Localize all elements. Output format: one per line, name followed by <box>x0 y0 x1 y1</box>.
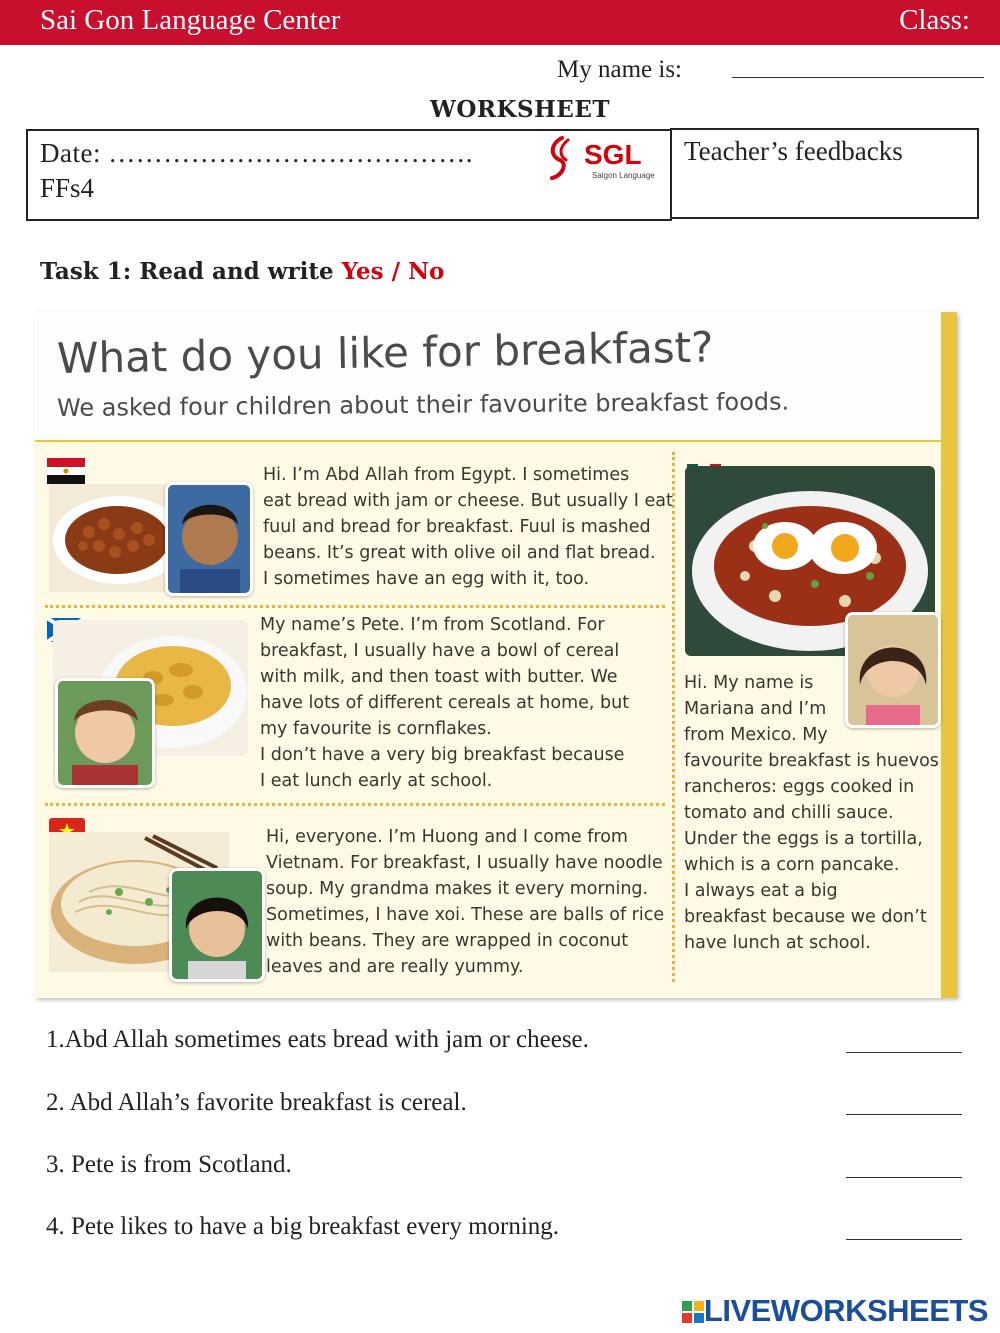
reading-image <box>35 312 957 998</box>
question-3: 3. Pete is from Scotland. <box>46 1151 292 1178</box>
question-2: 2. Abd Allah’s favorite breakfast is cereal. <box>46 1089 467 1116</box>
liveworksheets-watermark <box>682 1293 988 1329</box>
worksheet-title: WORKSHEET <box>430 96 610 123</box>
egypt-flag-icon <box>47 458 85 484</box>
class-label: Class: <box>899 4 970 36</box>
name-input-line[interactable] <box>732 77 984 78</box>
answer-field-3[interactable] <box>846 1177 962 1178</box>
course-code: FFs4 <box>40 173 95 203</box>
passage-scotland: My name’s Pete. I’m from Scotland. For breakfast, I usually have a bowl of cereal with milk, and then toast with butter. We have lots of different cereals at home, but my favourite is cornflakes. I don’t have a very big breakfast because I eat lunch early at school. <box>260 615 630 791</box>
passage-egypt: Hi. I’m Abd Allah from Egypt. I sometimes eat bread with jam or cheese. But usually I eat fuul and bread for breakfast. Fuul is mashed beans. It’s great with olive oil and flat bread. I sometimes have an egg with it, too. <box>263 465 673 589</box>
question-1: 1.Abd Allah sometimes eats bread with jam or cheese. <box>46 1026 589 1053</box>
watermark-text: LIVEWORKSHEETS <box>703 1293 988 1328</box>
passage-vietnam: Hi, everyone. I’m Huong and I come from Vietnam. For breakfast, I usually have noodle soup. My grandma makes it every morning. Sometimes, I have xoi. These are balls of rice with beans. They are wrapped in coconut leaves and are really yummy. <box>266 827 665 977</box>
reading-subtitle: We asked four children about their favourite breakfast foods. <box>56 387 790 422</box>
teacher-feedback-label: Teacher’s feedbacks <box>684 136 903 166</box>
separator-line <box>45 605 665 608</box>
passage-mexico: Hi. My name is Mariana and I’m from Mexico. My favourite breakfast is huevos rancheros: eggs cooked in tomato and chilli sauce. Under the eggs is a tortilla, which is a corn pancake. I always eat a big breakfast because we don’t have lunch at school. <box>684 673 939 953</box>
reading-title: What do you like for breakfast? <box>56 322 714 383</box>
logo-text: SGL <box>584 139 642 170</box>
sgl-logo-mark-icon <box>548 134 658 184</box>
separator-line <box>45 803 665 806</box>
task-heading-text: Task 1: Read and write <box>40 258 342 285</box>
task-heading <box>40 258 444 285</box>
page-edge-stripe <box>941 312 957 998</box>
answer-field-1[interactable] <box>846 1052 962 1053</box>
logo-subtext: Saigon Language <box>592 171 655 180</box>
answer-field-4[interactable] <box>846 1239 962 1240</box>
center-name: Sai Gon Language Center <box>40 4 341 36</box>
huong-photo <box>169 868 265 982</box>
liveworksheets-logo-icon <box>682 1301 704 1323</box>
task-heading-highlight: Yes / No <box>341 258 445 285</box>
sgl-logo <box>548 134 658 184</box>
question-4: 4. Pete likes to have a big breakfast every morning. <box>46 1213 560 1240</box>
answer-field-2[interactable] <box>846 1114 962 1115</box>
pete-photo <box>55 678 155 788</box>
name-label: My name is: <box>557 56 682 83</box>
date-label: Date: …………………………………. <box>40 138 473 168</box>
abd-allah-photo <box>165 482 253 596</box>
